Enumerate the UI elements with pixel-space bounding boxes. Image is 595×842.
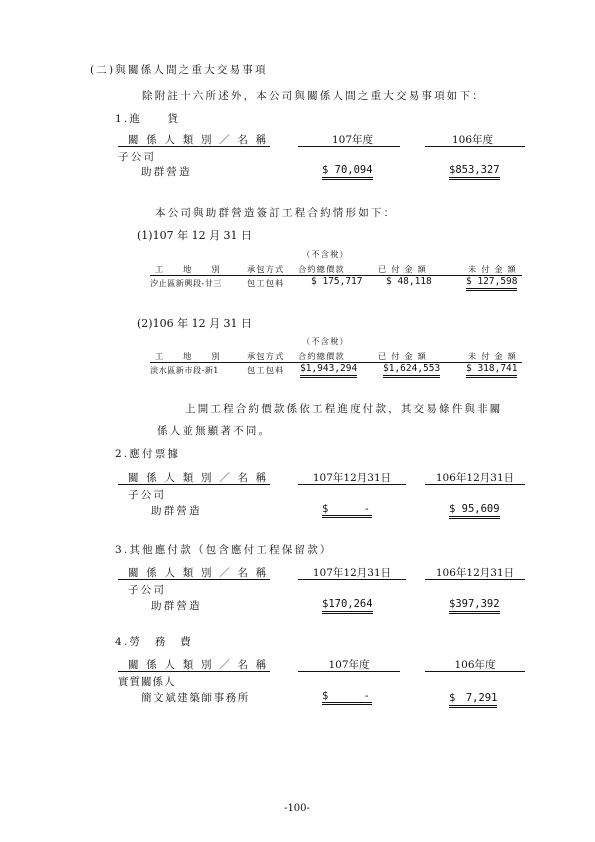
contract-unpaid: $ 318,741 [466, 363, 517, 378]
col-header-paid: 已 付 金 額 [378, 351, 427, 361]
project-name: 淡水區新市段-新1 [150, 365, 219, 375]
table-header-year1: 107年12月31日 [312, 567, 392, 579]
col-header-method: 承包方式 [247, 264, 285, 274]
section-title: (二)與關係人間之重大交易事項 [90, 64, 268, 76]
currency-sign: $ [322, 690, 329, 702]
currency-sign: $ [322, 503, 329, 515]
group-label: 實質關係人 [118, 676, 176, 688]
amount-value: $170,264 [322, 598, 373, 614]
col-header-project: 工 地 別 [155, 351, 221, 361]
amount-value-cell [322, 690, 372, 705]
header-underline [118, 146, 270, 147]
header-underline [425, 671, 525, 672]
project-name: 汐止區新興段-甘三 [150, 278, 222, 288]
contract-method: 包工包料 [247, 365, 285, 375]
page-number: -100- [284, 803, 310, 814]
table-header-year1: 107年12月31日 [312, 472, 392, 484]
contract-paid: $1,624,553 [383, 363, 440, 378]
contract-total: $ 175,717 [311, 276, 363, 287]
table-header-year2: 106年12月31日 [435, 567, 515, 579]
header-underline [118, 484, 270, 485]
col-header-total: 合約總價款 [298, 351, 345, 361]
amount-value: - [363, 690, 370, 702]
note-line-2: 係人並無顯著不同。 [157, 425, 272, 437]
col-header-unpaid: 未 付 金 額 [468, 264, 517, 274]
amount-value: - [363, 503, 370, 515]
header-underline [298, 671, 400, 672]
item-label: 助群營造 [151, 505, 202, 517]
amount-value: $ 70,094 [322, 164, 373, 180]
notes-payable-title: 2.應付票據 [115, 448, 181, 460]
amount-value: $853,327 [449, 164, 500, 180]
purchases-title: 1.進 貨 [115, 113, 181, 125]
tax-note: （不含稅） [302, 249, 349, 259]
col-header-paid: 已 付 金 額 [378, 264, 427, 274]
amount-value: $397,392 [449, 598, 500, 614]
group-label: 子公司 [128, 489, 167, 501]
table-header-year2: 106年度 [454, 659, 496, 671]
contract-method: 包工包料 [247, 278, 285, 288]
col-header-total: 合約總價款 [298, 264, 345, 274]
header-underline [425, 146, 525, 147]
group-label: 子公司 [118, 151, 157, 163]
tax-note: （不含稅） [302, 336, 349, 346]
table-header-label: 關 係 人 類 別 ／ 名 稱 [128, 659, 269, 671]
intro-paragraph: 除附註十六所述外，本公司與關係人間之重大交易事項如下： [142, 90, 485, 102]
amount-value-cell [322, 503, 372, 518]
header-underline [298, 146, 400, 147]
amount-value: $ 95,609 [449, 503, 500, 519]
table-header-year1: 107年度 [328, 659, 370, 671]
contract-total: $1,943,294 [300, 363, 357, 378]
group-label: 子公司 [128, 584, 167, 596]
table-header-year1: 107年度 [331, 134, 374, 146]
item-label: 助群營造 [141, 166, 192, 178]
other-payables-title: 3.其他應付款（包含應付工程保留款） [115, 544, 333, 556]
contract-intro: 本公司與助群營造簽訂工程合約情形如下： [155, 207, 397, 219]
contract-unpaid: $ 127,598 [466, 276, 517, 291]
col-header-method: 承包方式 [247, 351, 285, 361]
table-header-year2: 106年度 [451, 134, 494, 146]
contract-date: (2)106 年 12 月 31 日 [137, 317, 253, 330]
note-line-1: 上開工程合約價款係依工程進度付款，其交易條件與非關 [185, 403, 503, 415]
amount-value: $ 7,291 [449, 692, 497, 708]
contract-paid: $ 48,118 [386, 276, 432, 287]
col-header-unpaid: 未 付 金 額 [468, 351, 517, 361]
header-underline [425, 579, 525, 580]
header-underline [425, 484, 525, 485]
service-fees-title: 4.勞 務 費 [115, 636, 193, 648]
table-header-label: 關 係 人 類 別 ／ 名 稱 [128, 567, 269, 579]
table-header-label: 關 係 人 類 別 ／ 名 稱 [128, 134, 269, 146]
header-underline [298, 579, 406, 580]
contract-date: (1)107 年 12 月 31 日 [137, 229, 253, 242]
header-underline [118, 579, 270, 580]
header-underline [118, 671, 270, 672]
col-header-project: 工 地 別 [155, 264, 221, 274]
table-header-label: 關 係 人 類 別 ／ 名 稱 [128, 472, 269, 484]
item-label: 簡文斌建築師事務所 [141, 692, 250, 704]
header-underline [298, 484, 406, 485]
item-label: 助群營造 [151, 600, 202, 612]
table-header-year2: 106年12月31日 [435, 472, 515, 484]
